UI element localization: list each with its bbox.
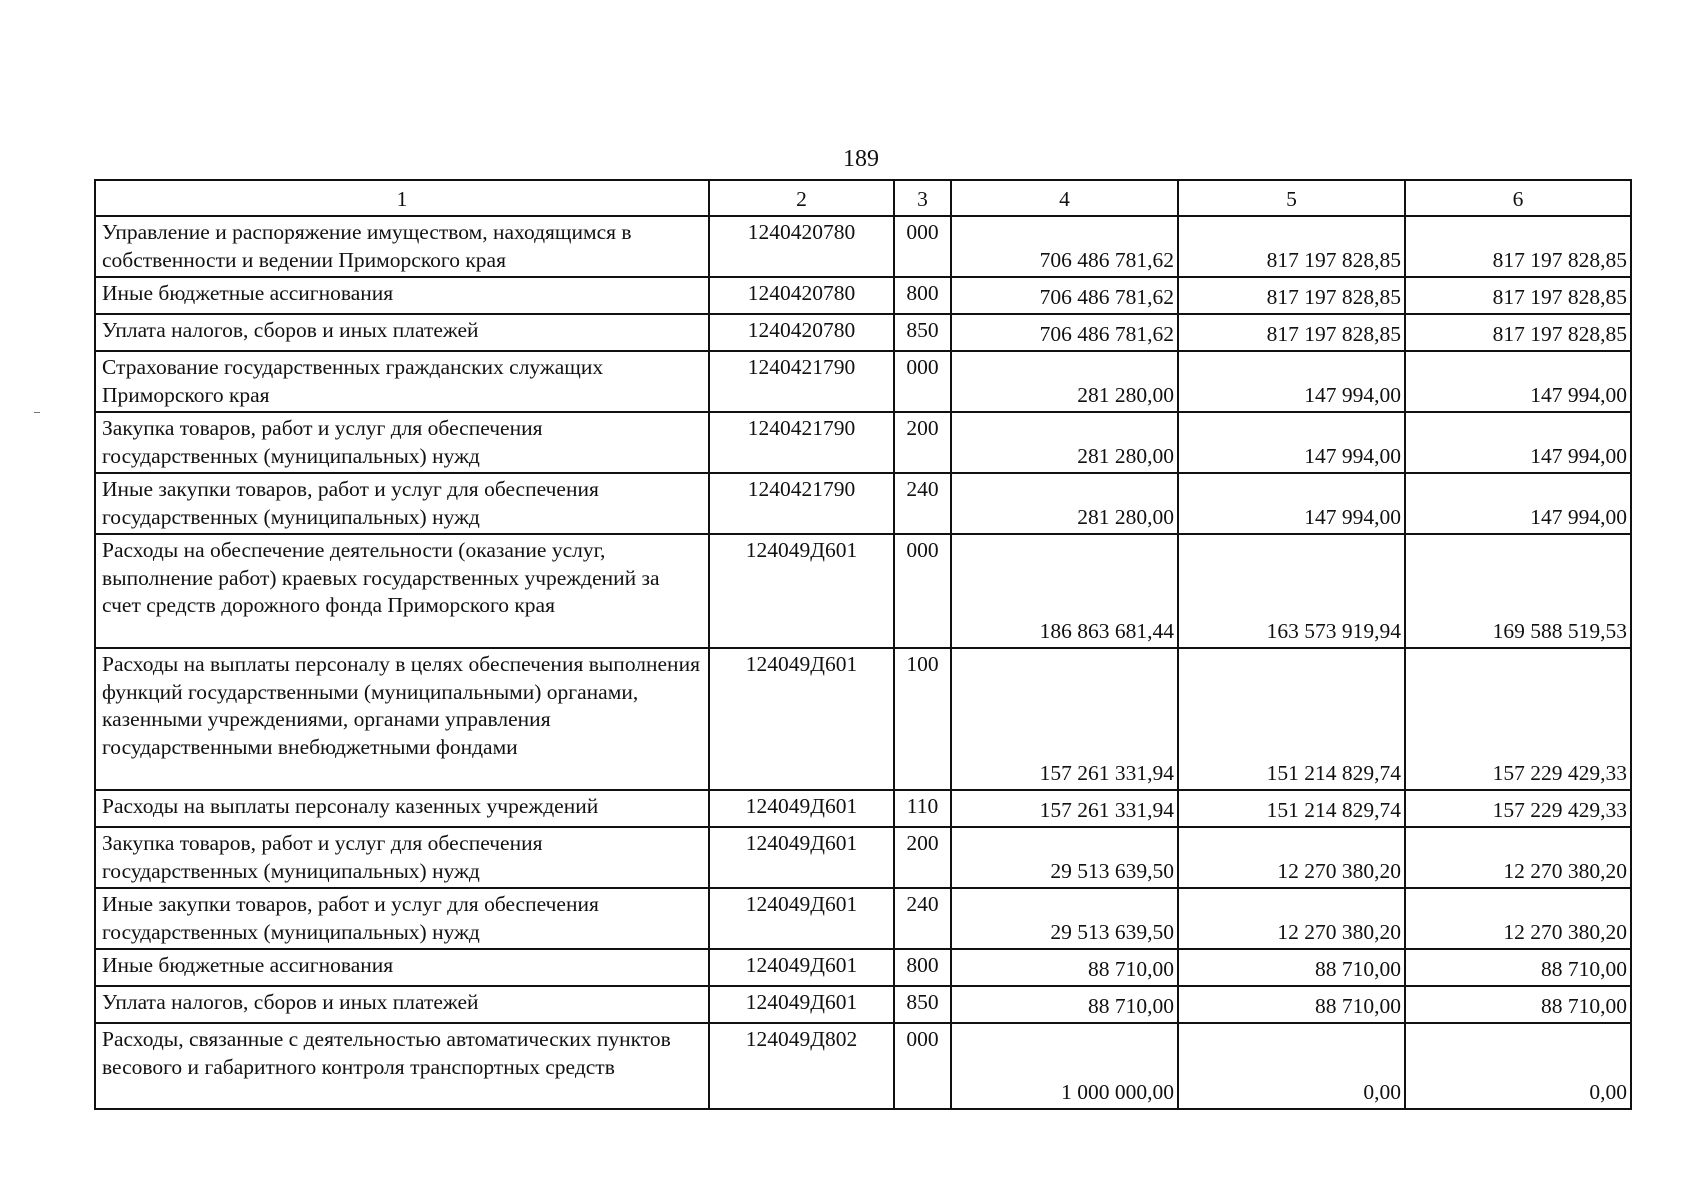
expense-name: Управление и распоряжение имуществом, находящимся в собственности и ведении Приморского края: [95, 216, 709, 277]
expense-type-code: 000: [894, 216, 951, 277]
amount-col-4: 157 261 331,94: [951, 790, 1178, 827]
table-row: [95, 648, 1631, 790]
amount-col-5: 163 573 919,94: [1178, 534, 1405, 648]
amount-col-4: 1 000 000,00: [951, 1023, 1178, 1109]
target-code: 124049Д601: [709, 648, 894, 790]
amount-col-4: 29 513 639,50: [951, 888, 1178, 949]
table-header-row: [95, 180, 1631, 216]
target-code: 1240421790: [709, 412, 894, 473]
amount-col-4: 706 486 781,62: [951, 314, 1178, 351]
amount-col-4: 88 710,00: [951, 986, 1178, 1023]
amount-col-4: 281 280,00: [951, 412, 1178, 473]
expense-name: Закупка товаров, работ и услуг для обеспечения государственных (муниципальных) нужд: [95, 412, 709, 473]
target-code: 1240421790: [709, 473, 894, 534]
table-row: [95, 1023, 1631, 1109]
expense-name: Уплата налогов, сборов и иных платежей: [95, 986, 709, 1023]
amount-col-5: 151 214 829,74: [1178, 790, 1405, 827]
expense-name: Иные бюджетные ассигнования: [95, 277, 709, 314]
target-code: 124049Д601: [709, 949, 894, 986]
table-row: [95, 790, 1631, 827]
expense-name: Иные закупки товаров, работ и услуг для обеспечения государственных (муниципальных) нужд: [95, 473, 709, 534]
table-row: [95, 534, 1631, 648]
amount-col-5: 88 710,00: [1178, 986, 1405, 1023]
table-row: [95, 888, 1631, 949]
amount-col-6: 0,00: [1405, 1023, 1631, 1109]
amount-col-6: 157 229 429,33: [1405, 790, 1631, 827]
amount-col-6: 169 588 519,53: [1405, 534, 1631, 648]
amount-col-5: 147 994,00: [1178, 473, 1405, 534]
expense-name: Страхование государственных гражданских служащих Приморского края: [95, 351, 709, 412]
budget-table: [94, 179, 1632, 1110]
expense-type-code: 200: [894, 412, 951, 473]
amount-col-6: 88 710,00: [1405, 986, 1631, 1023]
expense-type-code: 100: [894, 648, 951, 790]
amount-col-6: 12 270 380,20: [1405, 827, 1631, 888]
target-code: 1240421790: [709, 351, 894, 412]
amount-col-4: 706 486 781,62: [951, 216, 1178, 277]
expense-type-code: 800: [894, 277, 951, 314]
header-cell-6: 6: [1405, 180, 1631, 216]
amount-col-5: 817 197 828,85: [1178, 216, 1405, 277]
table-row: [95, 949, 1631, 986]
amount-col-4: 29 513 639,50: [951, 827, 1178, 888]
amount-col-5: 147 994,00: [1178, 412, 1405, 473]
table-row: [95, 827, 1631, 888]
expense-type-code: 110: [894, 790, 951, 827]
expense-type-code: 000: [894, 534, 951, 648]
expense-name: Расходы на выплаты персоналу в целях обеспечения выполнения функций государственными (муниципальными) органами, казенными учреждениями, органами управления государственными внебюджетными фондами: [95, 648, 709, 790]
target-code: 1240420780: [709, 216, 894, 277]
table-row: [95, 351, 1631, 412]
table-row: [95, 986, 1631, 1023]
amount-col-5: 817 197 828,85: [1178, 277, 1405, 314]
amount-col-5: 88 710,00: [1178, 949, 1405, 986]
table-row: [95, 277, 1631, 314]
expense-type-code: 240: [894, 473, 951, 534]
scan-mark: [34, 412, 40, 413]
amount-col-4: 186 863 681,44: [951, 534, 1178, 648]
header-cell-3: 3: [894, 180, 951, 216]
amount-col-4: 88 710,00: [951, 949, 1178, 986]
amount-col-6: 147 994,00: [1405, 351, 1631, 412]
table-row: [95, 412, 1631, 473]
amount-col-6: 817 197 828,85: [1405, 314, 1631, 351]
expense-type-code: 240: [894, 888, 951, 949]
header-cell-2: 2: [709, 180, 894, 216]
header-cell-4: 4: [951, 180, 1178, 216]
expense-name: Закупка товаров, работ и услуг для обеспечения государственных (муниципальных) нужд: [95, 827, 709, 888]
amount-col-5: 147 994,00: [1178, 351, 1405, 412]
amount-col-6: 157 229 429,33: [1405, 648, 1631, 790]
amount-col-4: 706 486 781,62: [951, 277, 1178, 314]
expense-name: Расходы на обеспечение деятельности (оказание услуг, выполнение работ) краевых государственных учреждений за счет средств дорожного фонда Приморского края: [95, 534, 709, 648]
header-cell-5: 5: [1178, 180, 1405, 216]
amount-col-5: 12 270 380,20: [1178, 827, 1405, 888]
expense-name: Расходы, связанные с деятельностью автоматических пунктов весового и габаритного контроля транспортных средств: [95, 1023, 709, 1109]
target-code: 1240420780: [709, 314, 894, 351]
amount-col-6: 147 994,00: [1405, 473, 1631, 534]
expense-type-code: 000: [894, 351, 951, 412]
expense-type-code: 850: [894, 986, 951, 1023]
target-code: 124049Д601: [709, 986, 894, 1023]
amount-col-5: 151 214 829,74: [1178, 648, 1405, 790]
target-code: 124049Д601: [709, 534, 894, 648]
amount-col-6: 88 710,00: [1405, 949, 1631, 986]
target-code: 1240420780: [709, 277, 894, 314]
expense-type-code: 200: [894, 827, 951, 888]
expense-name: Иные закупки товаров, работ и услуг для обеспечения государственных (муниципальных) нужд: [95, 888, 709, 949]
table-row: [95, 216, 1631, 277]
page-number: 189: [843, 146, 879, 172]
header-cell-1: 1: [95, 180, 709, 216]
amount-col-4: 281 280,00: [951, 351, 1178, 412]
amount-col-6: 147 994,00: [1405, 412, 1631, 473]
target-code: 124049Д601: [709, 888, 894, 949]
expense-type-code: 000: [894, 1023, 951, 1109]
budget-table-body: [95, 180, 1631, 1109]
expense-type-code: 850: [894, 314, 951, 351]
amount-col-4: 157 261 331,94: [951, 648, 1178, 790]
target-code: 124049Д601: [709, 827, 894, 888]
amount-col-6: 817 197 828,85: [1405, 216, 1631, 277]
amount-col-5: 0,00: [1178, 1023, 1405, 1109]
table-row: [95, 473, 1631, 534]
amount-col-6: 12 270 380,20: [1405, 888, 1631, 949]
target-code: 124049Д601: [709, 790, 894, 827]
target-code: 124049Д802: [709, 1023, 894, 1109]
expense-name: Уплата налогов, сборов и иных платежей: [95, 314, 709, 351]
table-row: [95, 314, 1631, 351]
amount-col-4: 281 280,00: [951, 473, 1178, 534]
expense-name: Расходы на выплаты персоналу казенных учреждений: [95, 790, 709, 827]
expense-type-code: 800: [894, 949, 951, 986]
amount-col-6: 817 197 828,85: [1405, 277, 1631, 314]
expense-name: Иные бюджетные ассигнования: [95, 949, 709, 986]
amount-col-5: 12 270 380,20: [1178, 888, 1405, 949]
amount-col-5: 817 197 828,85: [1178, 314, 1405, 351]
